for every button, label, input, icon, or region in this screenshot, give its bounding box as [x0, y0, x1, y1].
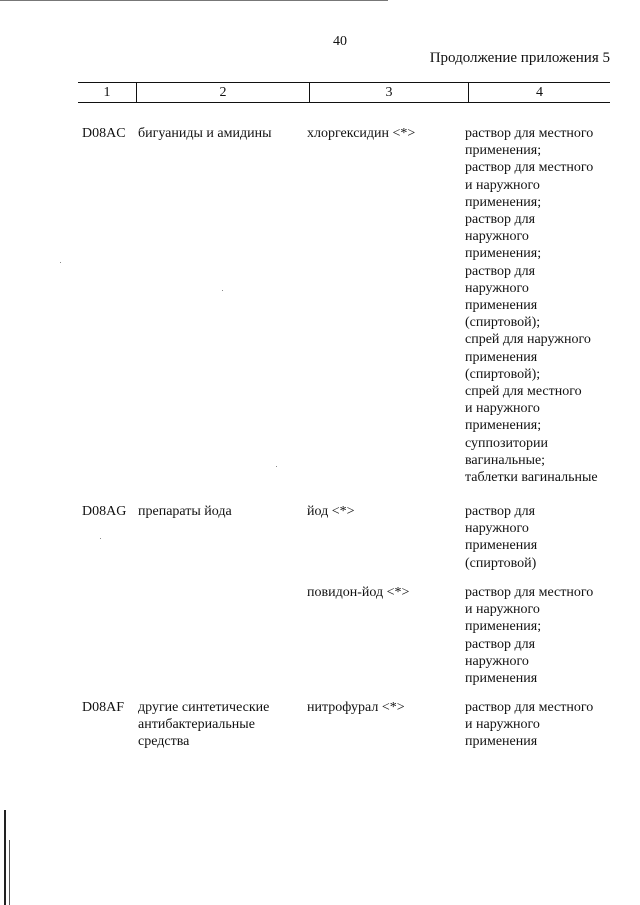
form-line: (спиртовой);: [465, 366, 541, 382]
drug-name: нитрофурал <*>: [307, 700, 405, 715]
dosage-forms: [465, 503, 537, 572]
atc-code: D08AC: [82, 126, 126, 141]
scan-speck: [60, 262, 61, 263]
scan-speck: [222, 290, 223, 291]
top-rule: [0, 0, 388, 1]
pharmacological-group: [138, 503, 232, 520]
form-line: раствор для: [465, 212, 536, 228]
form-line: (спиртовой);: [465, 315, 541, 331]
form-line: (спиртовой): [465, 555, 537, 571]
form-line: применения;: [465, 143, 542, 159]
scan-edge-mark: [4, 810, 6, 905]
dosage-forms: [465, 125, 598, 486]
scan-speck: [100, 538, 101, 539]
form-line: и наружного: [465, 602, 540, 618]
pharmacological-group: [138, 125, 271, 142]
form-line: применения;: [465, 194, 542, 210]
group-line: средства: [138, 734, 190, 750]
drug-name: йод <*>: [307, 504, 355, 519]
form-line: и наружного: [465, 177, 540, 193]
column-header-4: 4: [536, 85, 543, 100]
form-line: вагинальные;: [465, 452, 546, 468]
form-line: наружного: [465, 521, 529, 537]
page-number: 40: [333, 34, 347, 49]
form-line: таблетки вагинальные: [465, 470, 598, 486]
form-line: применения: [465, 671, 538, 687]
atc-code: D08AF: [82, 700, 125, 715]
form-line: раствор для местного: [465, 700, 594, 715]
form-line: раствор для: [465, 636, 536, 652]
form-line: спрей для местного: [465, 384, 582, 400]
continued-label: Продолжение приложения 5: [429, 50, 610, 66]
form-line: суппозитории: [465, 435, 548, 451]
pharmacological-group: [138, 699, 269, 751]
form-line: применения;: [465, 619, 542, 635]
scan-edge-mark-thin: [9, 840, 10, 905]
form-line: раствор для: [465, 504, 536, 519]
dosage-forms: [465, 584, 593, 687]
scan-speck: [276, 466, 277, 467]
form-line: и наружного: [465, 401, 540, 417]
form-line: применения: [465, 298, 538, 314]
form-line: и наружного: [465, 717, 540, 733]
form-line: применения: [465, 538, 538, 554]
form-line: применения: [465, 734, 538, 750]
group-line: препараты йода: [138, 504, 232, 519]
drug-name: хлоргексидин <*>: [307, 126, 416, 141]
table-header: [78, 82, 610, 103]
form-line: наружного: [465, 280, 529, 296]
column-header-3: 3: [385, 85, 393, 100]
group-line: антибактериальные: [138, 717, 255, 733]
atc-code: D08AG: [82, 504, 127, 519]
form-line: применения;: [465, 246, 542, 262]
column-header-1: 1: [103, 85, 111, 100]
drug-name: повидон-йод <*>: [307, 585, 410, 600]
form-line: применения;: [465, 418, 542, 434]
group-line: другие синтетические: [138, 700, 270, 715]
form-line: спрей для наружного: [465, 332, 591, 348]
group-line: бигуаниды и амидины: [138, 126, 272, 141]
form-line: раствор для местного: [465, 126, 594, 141]
form-line: наружного: [465, 653, 529, 669]
form-line: раствор для местного: [465, 585, 594, 600]
form-line: раствор для: [465, 263, 536, 279]
dosage-forms: [465, 699, 593, 751]
column-header-2: 2: [219, 85, 227, 100]
form-line: раствор для местного: [465, 160, 594, 176]
form-line: наружного: [465, 229, 529, 245]
form-line: применения: [465, 349, 538, 365]
